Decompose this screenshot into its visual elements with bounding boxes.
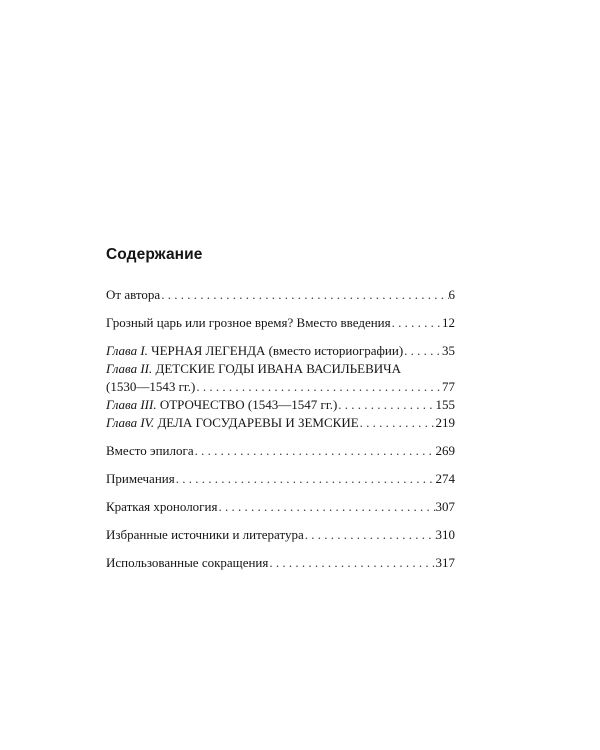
toc-entry-page: 269 <box>435 443 455 458</box>
chapter-number: Глава II. <box>106 361 153 376</box>
chapter-title: ДЕТСКИЕ ГОДЫ ИВАНА ВАСИЛЬЕВИЧА <box>155 361 401 376</box>
dot-leader <box>217 498 435 516</box>
toc-entry-page: 310 <box>435 527 455 542</box>
chapter-title: ЧЕРНАЯ ЛЕГЕНДА (вместо историографии) <box>151 343 404 358</box>
toc-entry <box>106 442 455 460</box>
toc-entry-page: 219 <box>435 415 455 430</box>
toc-entry <box>106 498 455 516</box>
toc-entry-page: 274 <box>435 471 455 486</box>
chapter-title: ДЕЛА ГОСУДАРЕВЫ И ЗЕМСКИЕ <box>157 415 359 430</box>
toc-entry <box>106 286 455 304</box>
toc-entry-label <box>106 414 359 432</box>
toc-entry-label <box>106 342 403 360</box>
dot-leader <box>391 314 442 332</box>
toc-entry-label: Вместо эпилога <box>106 443 194 458</box>
dot-leader <box>304 526 436 544</box>
dot-leader <box>195 378 442 396</box>
chapter-number: Глава III. <box>106 397 157 412</box>
toc-entry-label: Грозный царь или грозное время? Вместо введения <box>106 315 391 330</box>
dot-leader <box>268 554 435 572</box>
toc-entry-label: Избранные источники и литература <box>106 527 304 542</box>
toc-entry-continuation <box>106 378 455 396</box>
toc-title: Содержание <box>106 246 203 263</box>
toc-entry-label: Примечания <box>106 471 175 486</box>
toc-entry-chapter <box>106 360 455 378</box>
toc-entry-page: 6 <box>448 287 455 302</box>
dot-leader <box>337 396 435 414</box>
toc-entry-page: 317 <box>435 555 455 570</box>
toc-entry-label: Использованные сокращения <box>106 555 269 570</box>
toc-entry <box>106 314 455 332</box>
dot-leader <box>403 342 442 360</box>
dot-leader <box>194 442 436 460</box>
toc-entry-chapter <box>106 396 455 414</box>
chapter-number: Глава I. <box>106 343 148 358</box>
dot-leader <box>175 470 436 488</box>
dot-leader <box>359 414 436 432</box>
table-of-contents <box>106 286 455 572</box>
chapter-title: ОТРОЧЕСТВО (1543—1547 гг.) <box>159 397 338 412</box>
chapter-title-continuation: (1530—1543 гг.) <box>106 379 196 394</box>
toc-entry-label: Краткая хронология <box>106 499 218 514</box>
toc-entry <box>106 526 455 544</box>
toc-entry-page: 307 <box>435 499 455 514</box>
toc-entry <box>106 554 455 572</box>
toc-entry-label <box>106 396 337 414</box>
toc-entry-page: 12 <box>442 315 455 330</box>
toc-entry-page: 35 <box>442 343 455 358</box>
toc-entry-page: 77 <box>442 379 455 394</box>
dot-leader <box>160 286 448 304</box>
toc-entry <box>106 470 455 488</box>
chapter-number: Глава IV. <box>106 415 155 430</box>
toc-entry-page: 155 <box>435 397 455 412</box>
toc-entry-chapter <box>106 342 455 360</box>
toc-entry-chapter <box>106 414 455 432</box>
toc-entry-label: От автора <box>106 287 161 302</box>
